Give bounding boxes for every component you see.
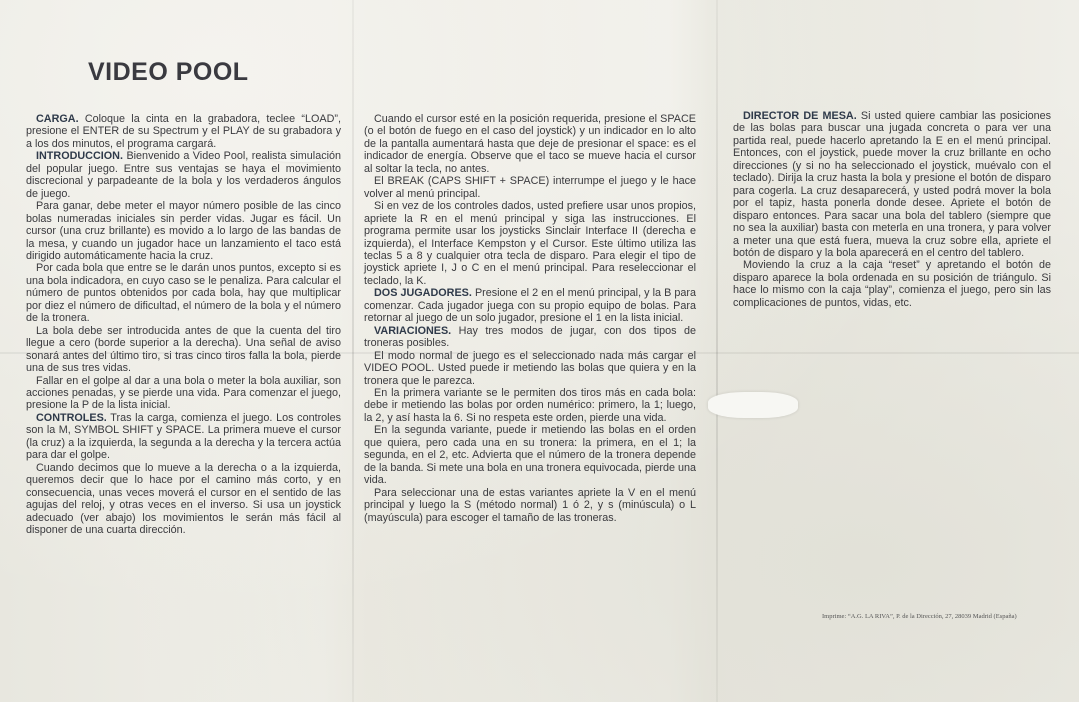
- paragraph-introduccion: [26, 150, 341, 200]
- paragraph-text: Tras la carga, comienza el juego. Los controles son la M, SYMBOL SHIFT y SPACE. La primera mueve el cursor (la cruz) a la izquierda, la segunda a la derecha y la tercera actúa para dar el golpe.: [26, 411, 341, 462]
- text-column-3: [733, 110, 1051, 309]
- paragraph-text: Bienvenido a Video Pool, realista simulación del popular juego. Entre sus ventajas se haya el movimiento discrecional y parpadeante de la bola y los verdaderos ángulos de juego.: [26, 150, 342, 200]
- section-heading-dos-jugadores: DOS JUGADORES.: [374, 287, 472, 300]
- paragraph-director-de-mesa: [733, 110, 1051, 259]
- paragraph-text: Hay tres modos de jugar, con dos tipos de troneras posibles.: [364, 324, 697, 350]
- page-title: VIDEO POOL: [88, 58, 249, 86]
- paragraph-text: El modo normal de juego es el seleccionado nada más cargar el VIDEO POOL. Usted puede ir metiendo las bolas que quiera y en la tronera que le parezca.: [364, 349, 696, 387]
- section-heading-variaciones: VARIACIONES.: [374, 324, 452, 337]
- paragraph-text: En la segunda variante, puede ir metiendo las bolas en el orden que quiera, pero cada una en su tronera: la primera, en el 1; la segunda, en el 2, etc. Advierta que el número de la tronera depende de la banda. Si mete una bola en una tronera equivocada, pierde una vida.: [364, 424, 696, 487]
- paragraph-controles: [26, 412, 341, 462]
- paragraph-text: El BREAK (CAPS SHIFT + SPACE) interrumpe el juego y le hace volver al menú principal.: [364, 175, 696, 200]
- paragraph-text: Coloque la cinta en la grabadora, teclee “LOAD”, presione el ENTER de su Spectrum y el PLAY de su grabadora y a los dos minutos, el programa cargará.: [26, 113, 342, 150]
- paragraph-text: Por cada bola que entre se le darán unos puntos, excepto si es una bola indicadora, en cuyo caso se le penaliza. Para calcular el número de puntos obtenidos por cada bola, hay que multiplicar por diez el número de dificultad, el número de la bola y el número de la tronera.: [26, 262, 341, 325]
- paragraph-text: Moviendo la cruz a la caja “reset” y apretando el botón de disparo aparece la bola ordenada en su posición de triángulo. Si hace lo mismo con la caja “play”, comienza el juego, pero sin las complicaciones de puntos, vidas, etc.: [733, 259, 1051, 309]
- text-column-2: [364, 113, 696, 524]
- paper-tear-mark: [708, 392, 798, 418]
- paragraph-text: Si usted quiere cambiar las posiciones de las bolas para buscar una jugada concreta o para ver una partida real, puede hacerlo apretando la E en el menú principal. Entonces, con el joystick, puede mover la cruz brillante en ocho direcciones (y si no ha seleccionado el joystick, muévalo con el teclado). Dirija la cruz hasta la bola y presione el botón de disparo para cogerla. La cruz desaparecerá, y usted podrá mover la bola por el tapiz, hasta ponerla donde desee. Apriete el botón de disparo entonces. Para sacar una bola del tablero (siempre que no sea la auxiliar) basta con meterla en una tronera, y para volver a meter una que está fuera, mueva la cruz sobre ella, apriete el botón de disparo y la bola aparecerá en el centro del tablero.: [733, 110, 1051, 259]
- paragraph-text: Para seleccionar una de estas variantes apriete la V en el menú principal y luego la S (método normal) 1 ó 2, y s (minúscula) o L (mayúscula) para escoger el tamaño de las troneras.: [364, 486, 696, 524]
- fold-line: [716, 0, 718, 702]
- paragraph-text: Presione el 2 en el menú principal, y la B para comenzar. Cada jugador juega con su propio equipo de bolas. Para retornar al juego de un solo jugador, presione el 1 en la lista inicial.: [364, 287, 696, 325]
- paragraph-text: La bola debe ser introducida antes de que la cuenta del tiro llegue a cero (borde superior a la derecha). Una señal de aviso sonará antes del último tiro, si tras cinco tiros falla la bola, pierde una de sus tres vidas.: [26, 324, 341, 375]
- paragraph-text: Para ganar, debe meter el mayor número posible de las cinco bolas numeradas iniciales sin perder vidas. Jugar es fácil. Un cursor (una cruz brillante) es movido a lo largo de las bandas de la mesa, y cuando un jugador hace un lanzamiento el taco está dirigido automáticamente hacia la cruz.: [26, 200, 341, 262]
- paragraph-text: En la primera variante se le permiten dos tiros más en cada bola: debe ir metiendo las bolas por orden numérico: primero, la 1; luego, la 2, y así hasta la 6. Si no respeta este orden, pierde una vida.: [364, 386, 696, 424]
- paragraph-dos-jugadores: [364, 287, 696, 324]
- paragraph-text: Cuando decimos que lo mueve a la derecha o a la izquierda, queremos decir que lo hace por el camino más corto, y en consecuencia, unas veces moverá el cursor en el sentido de las agujas del reloj, y otras veces en el inverso. Si usa un joystick adecuado (ver abajo) los movimientos le serán más fácil al disponer de una cuarta dirección.: [26, 461, 341, 536]
- fold-line: [352, 0, 354, 702]
- printer-imprint: Imprime: “A.G. LA RIVA”, P. de la Dirección, 27, 28039 Madrid (España): [822, 613, 1017, 620]
- section-heading-carga: CARGA.: [36, 113, 79, 125]
- paragraph-variaciones: [364, 325, 696, 350]
- section-heading-controles: CONTROLES.: [36, 411, 107, 424]
- paragraph-text: Si en vez de los controles dados, usted prefiere usar unos propios, apriete la R en el menú principal y siga las instrucciones. El programa permite usar los joysticks Sinclair Interface II (derecha e izquierda), el Interface Kempston y el Cursor. Este último utiliza las teclas 5 a 8 y cualquier otra tecla de disparo. Para elegir el tipo de joystick apriete I, J o C en el menú principal. Para reseleccionar el teclado, la K.: [364, 200, 696, 287]
- paragraph-text: Fallar en el golpe al dar a una bola o meter la bola auxiliar, son acciones penadas, y se pierde una vida. Para comenzar el juego, presione la P de la lista inicial.: [26, 374, 341, 412]
- paragraph-carga: [26, 113, 341, 150]
- section-heading-introduccion: INTRODUCCION.: [36, 150, 123, 163]
- section-heading-director-de-mesa: DIRECTOR DE MESA.: [743, 110, 857, 122]
- paragraph-text: Cuando el cursor esté en la posición requerida, presione el SPACE (o el botón de fuego en el caso del joystick) y un indicador en lo alto de la pantalla aumentará hasta que deje de presionar el space: es el indicador de energía. Observe que el taco se mueve hacia el cursor al soltar la tecla, no antes.: [364, 113, 696, 175]
- text-column-1: [26, 113, 341, 536]
